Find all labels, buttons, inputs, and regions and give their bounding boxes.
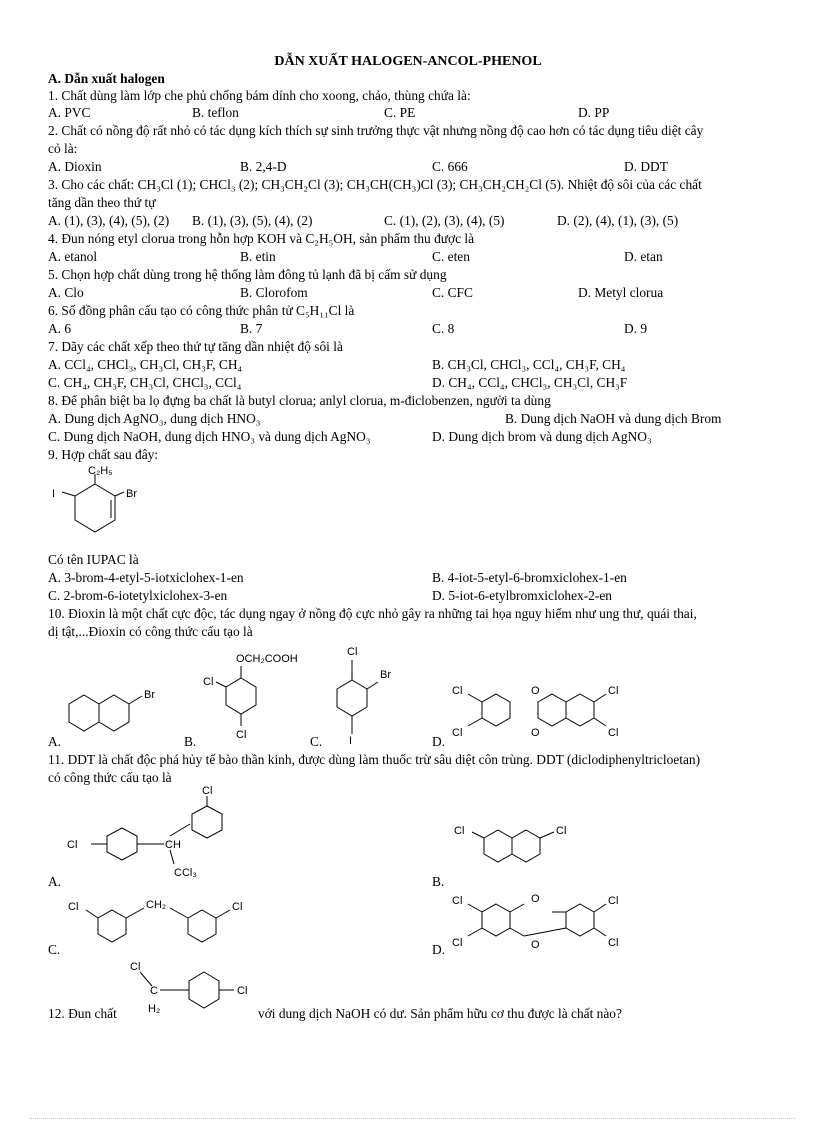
q6-option-d: D. 9: [624, 321, 648, 336]
q5-option-c: C. CFC: [432, 285, 473, 300]
q10-d-o-label-2: O: [531, 727, 540, 739]
q12-cl-label-1: Cl: [130, 961, 141, 973]
q3-option-a: A. (1), (3), (4), (5), (2): [48, 213, 170, 228]
q11-d-o-label-2: O: [531, 939, 540, 951]
q11-b-cl-label-2: Cl: [556, 825, 567, 837]
q9-cyclohexene-structure: [40, 462, 170, 552]
q11-option-b: B.: [432, 874, 445, 889]
q7-option-c: C. CH₄, CH₃F, CH₃Cl, CHCl₃, CCl₄: [48, 375, 242, 390]
q5-stem: 5. Chọn hợp chất dùng trong hệ thống làm đông tủ lạnh đã bị cấm sử dụng: [48, 267, 447, 282]
q1-option-a: A. PVC: [48, 105, 91, 120]
q7-option-d: D. CH₄, CCl₄, CHCl₃, CH₃Cl, CH₃F: [432, 375, 628, 390]
q1-option-d: D. PP: [578, 105, 610, 120]
q11-a-ddt-structure: [62, 784, 252, 884]
q4-option-a: A. etanol: [48, 249, 98, 264]
q10-a-br-label: Br: [144, 689, 155, 701]
q3-stem-2: tăng dần theo thứ tự: [48, 195, 156, 210]
q3-option-d: D. (2), (4), (1), (3), (5): [557, 213, 679, 228]
q2-option-a: A. Dioxin: [48, 159, 102, 174]
q9-option-c: C. 2-brom-6-iotetylxiclohex-3-en: [48, 588, 228, 603]
q9-bromo-label: Br: [126, 488, 137, 500]
q7-option-a: A. CCl₄, CHCl₃, CH₃Cl, CH₃F, CH₄: [48, 357, 243, 372]
q3-option-b: B. (1), (3), (5), (4), (2): [192, 213, 313, 228]
q4-stem: 4. Đun nóng etyl clorua trong hỗn hợp KOH và C₂H₅OH, sản phẩm thu được là: [48, 231, 475, 246]
q11-a-ch-label: CH: [165, 839, 181, 851]
q9-iupac-prompt: Có tên IUPAC là: [48, 552, 139, 567]
q8-option-d: D. Dung dịch brom và dung dịch AgNO₃: [432, 429, 652, 444]
q2-stem-2: cỏ là:: [48, 141, 78, 156]
q11-d-cl-label-4: Cl: [608, 937, 619, 949]
q11-b-cl-label-1: Cl: [454, 825, 465, 837]
q10-c-br-label: Br: [380, 669, 391, 681]
q7-option-b: B. CH₃Cl, CHCl₃, CCl₄, CH₃F, CH₄: [432, 357, 626, 372]
q10-stem-2: dị tật,...Đioxin có công thức cấu tạo là: [48, 624, 253, 639]
q8-option-a: A. Dung dịch AgNO₃, dung dịch HNO₃: [48, 411, 261, 426]
q2-stem-1: 2. Chất có nồng độ rất nhỏ có tác dụng kích thích sự sinh trưởng thực vật nhưng nồng độ cao hơn có tác dụng tiêu diệt cây: [48, 123, 704, 138]
q11-c-ch2-label: CH₂: [146, 899, 167, 911]
q11-d-dioxin-structure: [446, 884, 636, 956]
q5-option-a: A. Clo: [48, 285, 84, 300]
q11-a-cl-label-2: Cl: [202, 785, 213, 797]
q9-option-d: D. 5-iot-6-etylbromxiclohex-2-en: [432, 588, 612, 603]
q5-option-b: B. Clorofom: [240, 285, 308, 300]
q6-option-a: A. 6: [48, 321, 72, 336]
q5-option-d: D. Metyl clorua: [578, 285, 664, 300]
q10-d-dioxin-structure: [446, 676, 636, 746]
q11-d-cl-label-1: Cl: [452, 895, 463, 907]
q3-option-c: C. (1), (2), (3), (4), (5): [384, 213, 505, 228]
q12-c-label: C: [150, 985, 158, 997]
q8-option-c: C. Dung dịch NaOH, dung dịch HNO₃ và dung dịch AgNO₃: [48, 429, 371, 444]
q10-d-cl-label-4: Cl: [608, 727, 619, 739]
q8-option-b: B. Dung dịch NaOH và dung dịch Brom: [505, 411, 722, 426]
q11-a-cl-label-1: Cl: [67, 839, 78, 851]
q12-cl-label-2: Cl: [237, 985, 248, 997]
q11-option-a: A.: [48, 874, 62, 889]
q12-stem-after: với dung dịch NaOH có dư. Sản phẩm hữu cơ thu được là chất nào?: [258, 1006, 622, 1021]
q10-d-cl-label-2: Cl: [452, 727, 463, 739]
q1-stem: 1. Chất dùng làm lớp che phủ chống bám dính cho xoong, chảo, thùng chứa là:: [48, 88, 471, 103]
page-bottom-divider: [30, 1118, 796, 1119]
q12-benzyl-chloride-structure: [124, 958, 264, 1022]
q10-b-cl-label-2: Cl: [236, 729, 247, 741]
q9-ethyl-label: C₂H₅: [88, 465, 113, 477]
q3-stem-1: 3. Cho các chất: CH₃Cl (1); CHCl₃ (2); CH₃CH₂Cl (3); CH₃CH(CH₃)Cl (3); CH₃CH₂CH₂Cl (5). Nhiệt độ sôi của các chất: [48, 177, 702, 192]
q11-d-o-label-1: O: [531, 893, 540, 905]
q9-option-b: B. 4-iot-5-etyl-6-bromxiclohex-1-en: [432, 570, 627, 585]
q11-c-cl-label-1: Cl: [68, 901, 79, 913]
q11-stem-2: có công thức cấu tạo là: [48, 770, 172, 785]
q10-b-substituent-label: OCH₂COOH: [236, 653, 298, 665]
q10-option-a: A.: [48, 734, 62, 749]
q1-option-c: C. PE: [384, 105, 416, 120]
q10-d-cl-label-3: Cl: [608, 685, 619, 697]
q9-iodo-label: I: [52, 488, 56, 500]
q1-option-b: B. teflon: [192, 105, 239, 120]
q10-a-bromonaphthalene: [62, 680, 172, 740]
q11-stem-1: 11. DDT là chất độc phá hủy tế bào thần kinh, được dùng làm thuốc trừ sâu diệt côn trùng. DDT (diclodiphenyltricloetan): [48, 752, 701, 767]
q8-stem: 8. Để phân biệt ba lọ đựng ba chất là butyl clorua; anlyl clorua, m-điclobenzen, người ta dùng: [48, 393, 551, 408]
q11-option-d: D.: [432, 942, 446, 957]
q10-d-o-label-1: O: [531, 685, 540, 697]
q10-d-cl-label-1: Cl: [452, 685, 463, 697]
q2-option-b: B. 2,4-D: [240, 159, 287, 174]
q9-stem: 9. Hợp chất sau đây:: [48, 447, 159, 462]
q4-option-d: D. etan: [624, 249, 663, 264]
q9-option-a: A. 3-brom-4-etyl-5-iotxiclohex-1-en: [48, 570, 244, 585]
q12-h2-label: H₂: [148, 1003, 161, 1015]
q12-stem-before: 12. Đun chất: [48, 1006, 117, 1021]
q10-option-d: D.: [432, 734, 446, 749]
q10-c-halobenzene: [322, 640, 412, 745]
q11-d-cl-label-3: Cl: [608, 895, 619, 907]
document-title: DẪN XUẤT HALOGEN-ANCOL-PHENOL: [274, 54, 542, 69]
q11-d-cl-label-2: Cl: [452, 937, 463, 949]
q10-option-b: B.: [184, 734, 197, 749]
q10-option-c: C.: [310, 734, 323, 749]
q6-stem: 6. Số đồng phân cấu tạo có công thức phân tử C₅H₁₁Cl là: [48, 303, 355, 318]
q11-c-diphenylmethane-structure: [62, 892, 262, 952]
q10-b-cl-label-1: Cl: [203, 676, 214, 688]
q4-option-b: B. etin: [240, 249, 276, 264]
q11-b-dichloronaphthalene: [446, 818, 596, 878]
q10-stem-1: 10. Đioxin là một chất cực độc, tác dụng ngay ở nồng độ cực nhỏ gây ra những tai họa nguy hiểm như ung thư, quái thai,: [48, 606, 697, 621]
q10-c-i-label: I: [349, 735, 353, 745]
q11-a-ccl3-label: CCl₃: [174, 867, 197, 879]
q4-option-c: C. eten: [432, 249, 470, 264]
section-a-heading: A. Dẫn xuất halogen: [48, 71, 165, 86]
q6-option-b: B. 7: [240, 321, 263, 336]
q6-option-c: C. 8: [432, 321, 455, 336]
q7-stem: 7. Dãy các chất xếp theo thứ tự tăng dần nhiệt độ sôi là: [48, 339, 343, 354]
q10-b-phenoxyacetic-acid: [196, 650, 316, 750]
q10-c-cl-label: Cl: [347, 646, 358, 658]
q2-option-c: C. 666: [432, 159, 468, 174]
q11-option-c: C.: [48, 942, 61, 957]
q2-option-d: D. DDT: [624, 159, 668, 174]
q11-c-cl-label-2: Cl: [232, 901, 243, 913]
